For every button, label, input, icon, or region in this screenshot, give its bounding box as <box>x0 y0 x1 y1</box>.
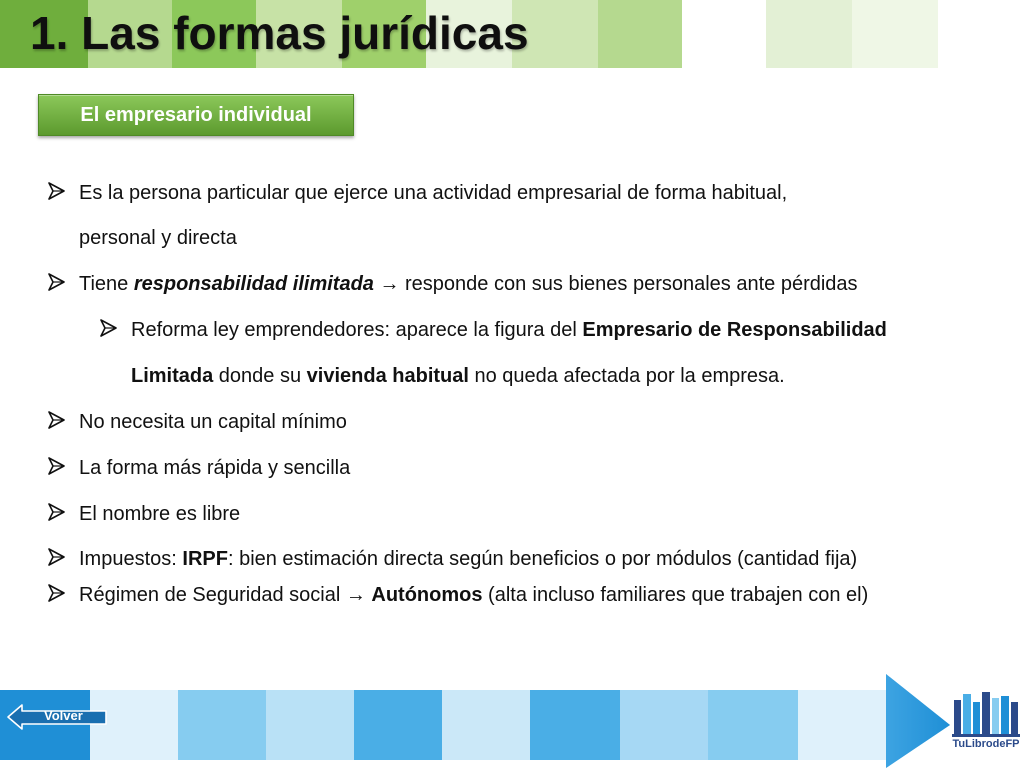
bullet-text-part: Reforma ley emprendedores: aparece la figura del <box>131 319 583 341</box>
title-band-block <box>682 0 766 68</box>
title-band-block <box>598 0 682 68</box>
subtitle-badge: El empresario individual <box>38 94 354 136</box>
bullet-emphasis: Autónomos <box>371 584 483 606</box>
bullet-text-continuation: personal y directa <box>79 227 237 249</box>
bullet-emphasis: Limitada <box>131 365 214 387</box>
back-button-label: Volver <box>44 708 83 723</box>
bullet-text-part: (alta incluso familiares que trabajen con el) <box>482 584 869 606</box>
bullet-text-part: Tiene <box>79 273 134 295</box>
title-band-block <box>766 0 852 68</box>
arrowhead-bullet-icon <box>48 181 66 201</box>
arrowhead-bullet-icon <box>48 547 66 567</box>
sub-bullet-text-continuation <box>131 364 785 388</box>
bullet-emphasis: IRPF <box>182 548 228 570</box>
arrowhead-bullet-icon <box>48 410 66 430</box>
footer-band <box>0 668 1024 768</box>
bullet-text-part: Régimen de Seguridad social <box>79 584 346 606</box>
books-logo-icon <box>948 688 1024 738</box>
arrowhead-bullet-icon <box>48 272 66 292</box>
bullet-text-part: no queda afectada por la empresa. <box>468 365 785 387</box>
back-button[interactable] <box>6 702 110 732</box>
bullet-text: La forma más rápida y sencilla <box>79 457 351 479</box>
sub-bullet-text <box>131 318 887 342</box>
bullet-text-part: responde con sus bienes personales ante pérdidas <box>399 273 858 295</box>
bullet-text-part: donde su <box>213 365 307 387</box>
title-band-block <box>852 0 938 68</box>
right-arrow-icon: → <box>379 273 400 295</box>
bullet-text <box>79 272 858 296</box>
footer-arrow-shape <box>0 668 960 768</box>
right-arrow-icon: → <box>345 584 366 606</box>
arrowhead-bullet-icon <box>100 318 118 338</box>
logo-text: TuLibrodeFP <box>952 738 1020 750</box>
title-band <box>0 0 1024 68</box>
bullet-text <box>79 583 868 607</box>
arrowhead-bullet-icon <box>48 502 66 522</box>
bullet-text-part: : bien estimación directa según beneficios o por módulos (cantidad fija) <box>227 548 858 570</box>
arrowhead-bullet-icon <box>48 456 66 476</box>
bullet-emphasis: vivienda habitual <box>306 365 469 387</box>
bullet-text: El nombre es libre <box>79 503 241 525</box>
bullet-text-part: Impuestos: <box>79 548 183 570</box>
bullet-emphasis: Empresario de Responsabilidad <box>582 319 887 341</box>
bullet-emphasis: responsabilidad ilimitada <box>133 273 374 295</box>
bullet-text: No necesita un capital mínimo <box>79 411 347 433</box>
page-title: 1. Las formas jurídicas <box>30 7 529 59</box>
arrowhead-bullet-icon <box>48 583 66 603</box>
bullet-text <box>79 547 857 571</box>
logo <box>948 688 1024 768</box>
bullet-text: Es la persona particular que ejerce una actividad empresarial de forma habitual, <box>79 182 788 204</box>
